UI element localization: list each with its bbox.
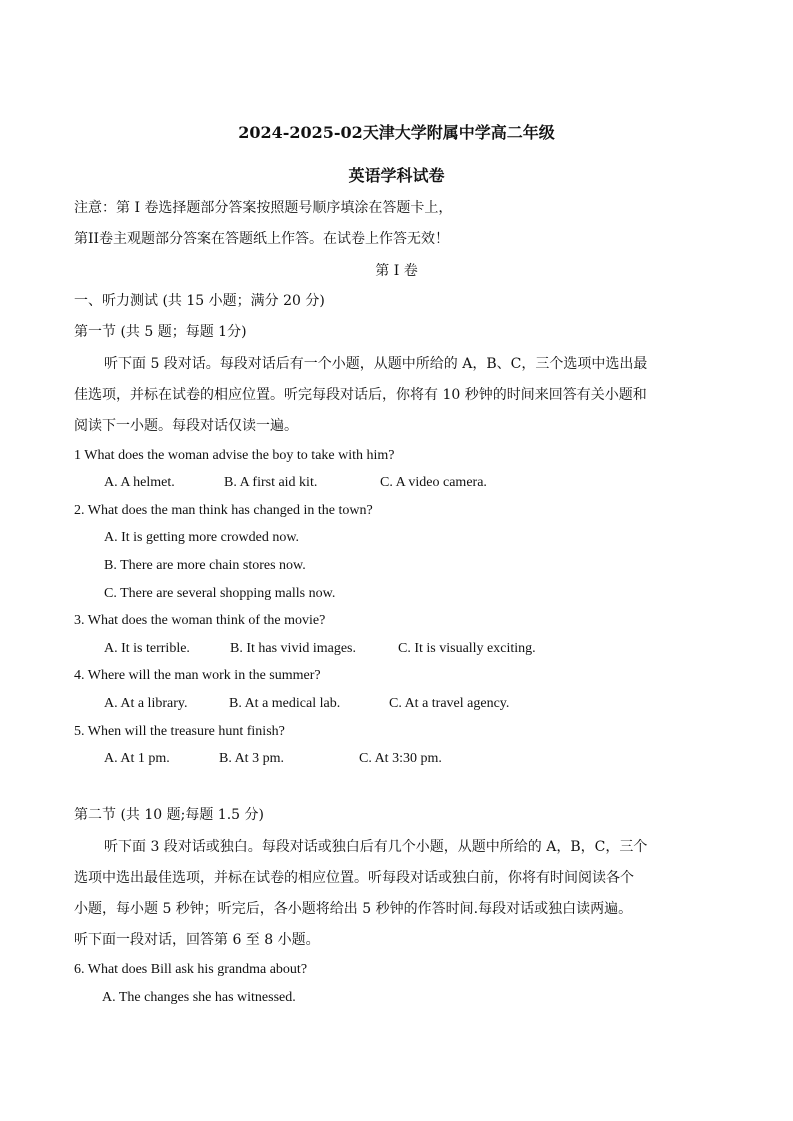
question-3-option-b: B. It has vivid images. <box>230 641 356 656</box>
question-6-option-a: A. The changes she has witnessed. <box>102 990 296 1005</box>
section1-instruction-line-2: 佳选项，并标在试卷的相应位置。听完每段对话后，你将有 10 秒钟的时间来回答有关小题和 <box>74 387 647 403</box>
section2-instruction-line-3: 小题，每小题 5 秒钟；听完后，各小题将给出 5 秒钟的作答时间.每段对话或独白读两遍。 <box>74 901 633 917</box>
question-5-option-b: B. At 3 pm. <box>219 751 284 766</box>
dialogue-intro: 听下面一段对话，回答第 6 至 8 小题。 <box>74 932 320 948</box>
question-4-option-b: B. At a medical lab. <box>229 696 341 711</box>
question-3-option-a: A. It is terrible. <box>104 641 190 656</box>
question-1-option-c: C. A video camera. <box>380 475 487 490</box>
exam-subtitle: 英语学科试卷 <box>348 166 445 185</box>
question-6-stem: 6. What does Bill ask his grandma about? <box>74 962 308 977</box>
part1-heading: 一、听力测试 (共 15 小题；满分 20 分) <box>74 293 325 309</box>
question-3-stem: 3. What does the woman think of the movie? <box>74 613 326 628</box>
question-4-stem: 4. Where will the man work in the summer? <box>74 668 321 683</box>
question-5-option-a: A. At 1 pm. <box>104 751 170 766</box>
question-1-option-b: B. A first aid kit. <box>224 475 318 490</box>
exam-title: 2024-2025-02天津大学附属中学高二年级 <box>238 123 555 142</box>
question-5-stem: 5. When will the treasure hunt finish? <box>74 724 285 739</box>
notice-line-1: 注意：第 I 卷选择题部分答案按照题号顺序填涂在答题卡上， <box>74 200 453 216</box>
section1-instruction-line-3: 阅读下一小题。每段对话仅读一遍。 <box>74 418 298 434</box>
section2-heading: 第二节 (共 10 题;每题 1.5 分) <box>74 807 264 823</box>
question-2-option-a: A. It is getting more crowded now. <box>104 530 300 545</box>
question-2-stem: 2. What does the man think has changed in the town? <box>74 503 373 518</box>
volume-label: 第 I 卷 <box>375 263 418 279</box>
question-1-stem: 1 What does the woman advise the boy to take with him? <box>74 448 395 463</box>
question-3-option-c: C. It is visually exciting. <box>398 641 536 656</box>
section2-instruction-line-2: 选项中选出最佳选项，并标在试卷的相应位置。听每段对话或独白前，你将有时间阅读各个 <box>74 870 634 886</box>
section2-instruction-line-1: 听下面 3 段对话或独白。每段对话或独白后有几个小题，从题中所给的 A，B，C，三个 <box>104 839 648 855</box>
notice-line-2: 第II卷主观题部分答案在答题纸上作答。在试卷上作答无效！ <box>74 231 450 247</box>
question-2-option-c: C. There are several shopping malls now. <box>104 586 336 601</box>
question-5-option-c: C. At 3:30 pm. <box>359 751 442 766</box>
question-1-option-a: A. A helmet. <box>104 475 175 490</box>
question-2-option-b: B. There are more chain stores now. <box>104 558 306 573</box>
section1-instruction-line-1: 听下面 5 段对话。每段对话后有一个小题，从题中所给的 A，B、C，三个选项中选出最 <box>104 356 648 372</box>
question-4-option-a: A. At a library. <box>104 696 188 711</box>
section1-heading: 第一节 (共 5 题；每题 1分) <box>74 324 247 340</box>
question-4-option-c: C. At a travel agency. <box>389 696 510 711</box>
